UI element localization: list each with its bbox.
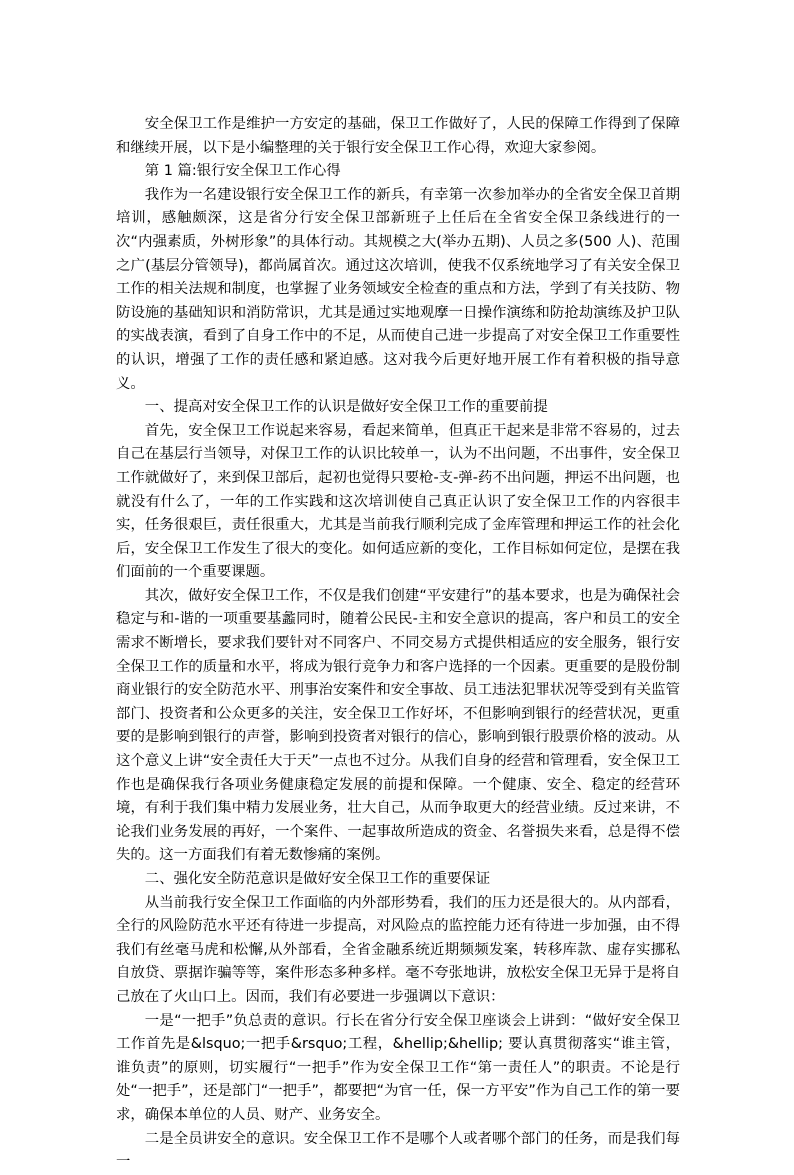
body-paragraph: 首先，安全保卫工作说起来容易，看起来简单，但真正干起来是非常不容易的，过去自己在基层行当领导，对保卫工作的认识比较单一，认为不出问题，不出事件，安全保卫工作就做好了，来到保卫部后，起初也觉得只要枪-支-弹-药不出问题，押运不出问题，也就没有什么了，一年的工作实践和这次培训使自己真正认识了安全保卫工作的内容很丰实，任务很艰巨，责任很重大，尤其是当前我行顺利完成了金库管理和押运工作的社会化后，安全保卫工作发生了很大的变化。如何适应新的变化，工作目标如何定位，是摆在我们面前的一个重要课题。 (116, 422, 680, 581)
section-heading-2: 二、强化安全防范意识是做好安全保卫工作的重要保证 (144, 871, 491, 887)
body-paragraph: 其次，做好安全保卫工作，不仅是我们创建“平安建行”的基本要求，也是为确保社会稳定与和-谐的一项重要基蠡同时，随着公民民-主和安全意识的提高，客户和员工的安全需求不断增长，要求我们要针对不同客户、不同交易方式提供相适应的安全服务，银行安全保卫工作的质量和水平，将成为银行竞争力和客户选择的一个因素。更重要的是股份制商业银行的安全防范水平、刑事治安案件和安全事故、员工违法犯罪状况等受到有关监管部门、投资者和公众更多的关注，安全保卫工作好坏，不但影响到银行的经营状况，更重要的是影响到银行的声誉，影响到投资者对银行的信心，影响到银行股票价格的波动。从这个意义上讲“安全责任大于天”一点也不过分。从我们自身的经营和管理看，安全保卫工作也是确保我行各项业务健康稳定发展的前提和保障。一个健康、安全、稳定的经营环境，有利于我们集中精力发展业务，壮大自己，从而争取更大的经营业绩。反过来讲，不论我们业务发展的再好，一个案件、一起事故所造成的资金、名誉损失来看，总是得不偿失的。这一方面我们有着无数惨痛的案例。 (116, 587, 680, 864)
body-paragraph: 一是“一把手”负总责的意识。行长在省分行安全保卫座谈会上讲到：“做好安全保卫工作首先是&lsquo;一把手&rsquo;工程，&hellip;&hellip; 要认真贯彻落实“谁主管，谁负责”的原则，切实履行“一把手”作为安全保卫工作“第一责任人”的职责。不论是行处“一把手”，还是部门“一把手”，都要把“为官一任，保一方平安”作为自己工作的第一要求，确保本单位的人员、财产、业务安全。 (116, 1012, 680, 1123)
body-paragraph: 二是全员讲安全的意识。安全保卫工作不是哪个人或者哪个部门的任务，而是我们每一 (116, 1130, 680, 1171)
chapter-heading: 第 1 篇:银行安全保卫工作心得 (144, 163, 341, 180)
body-paragraph: 从当前我行安全保卫工作面临的内外部形势看，我们的压力还是很大的。从内部看，全行的风险防范水平还有待进一步提高，对风险点的监控能力还有待进一步加强，由不得我们有丝毫马虎和松懈,从外部看，全省金融系统近期频频发案，转移库款、虚存实挪私自放贷、票据诈骗等等，案件形态多种多样。毫不夸张地讲，放松安全保卫无异于是将自己放在了火山口上。因而，我们有必要进一步强调以下意识： (116, 894, 680, 1005)
document-body (116, 113, 680, 1175)
section-heading-1: 一、提高对安全保卫工作的认识是做好安全保卫工作的重要前提 (144, 399, 548, 416)
body-paragraph: 我作为一名建设银行安全保卫工作的新兵，有幸第一次参加举办的全省安全保卫首期培训，感触颇深，这是省分行安全保卫部新班子上任后在全省安全保卫条线进行的一次“内强素质，外树形象”的具体行动。其规模之大(举办五期)、人员之多(500 人)、范围之广(基层分管领导)，都尚属首次。通过这次培训，使我不仅系统地学习了有关安全保卫工作的相关法规和制度，也掌握了业务领域安全检查的重点和方法，学到了有关技防、物防设施的基础知识和消防常识，尤其是通过实地观摩一日操作演练和防抢劫演练及护卫队的实战表演，看到了自身工作中的不足，从而使自己进一步提高了对安全保卫工作重要性的认识，增强了工作的责任感和紧迫感。这对我今后更好地开展工作有着积极的指导意义。 (116, 186, 680, 392)
intro-paragraph: 安全保卫工作是维护一方安定的基础，保卫工作做好了，人民的保障工作得到了保障和继续开展，以下是小编整理的关于银行安全保卫工作心得，欢迎大家参阅。 (116, 116, 680, 156)
